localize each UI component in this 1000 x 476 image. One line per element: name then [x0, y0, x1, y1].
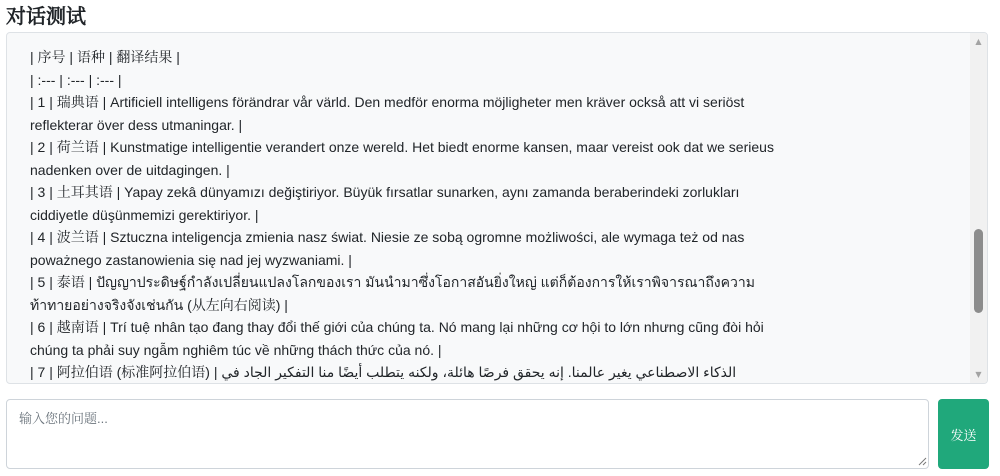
table-row: | 7 | 阿拉伯语 (标准阿拉伯语) | الذكاء الاصطناعي يغير عالمنا. إنه يحقق فرصًا هائلة، ولكنه يتطلب أيضًا منا التفكير الجاد في	[30, 364, 737, 380]
table-row: | 4 | 波兰语 | Sztuczna inteligencja zmienia nasz świat. Niesie ze sobą ogromne możliwości, ale wymaga też od nas poważnego zastanowienia się nad jej wyzwaniami. |	[30, 229, 745, 268]
scroll-down-arrow-icon[interactable]: ▼	[975, 370, 982, 379]
chat-message	[30, 46, 780, 384]
table-row: | 1 | 瑞典语 | Artificiell intelligens förändrar vår värld. Den medför enorma möjligheter men kräver också att vi seriöst reflekterar över dess utmaningar. |	[30, 94, 745, 133]
table-row: | 2 | 荷兰语 | Kunstmatige intelligentie verandert onze wereld. Het biedt enorme kansen, maar vereist ook dat we serieus nadenken over de uitdagingen. |	[30, 139, 774, 178]
send-button[interactable]: 发送	[938, 399, 989, 469]
table-row: | 3 | 土耳其语 | Yapay zekâ dünyamızı değiştiriyor. Büyük fırsatlar sunarken, aynı zamanda beraberindeki zorlukları ciddiyetle düşünmemizi gerektiriyor. |	[30, 184, 740, 223]
question-input[interactable]	[6, 399, 929, 469]
chat-history-panel[interactable]	[6, 32, 988, 384]
table-row: | 6 | 越南语 | Trí tuệ nhân tạo đang thay đổi thế giới của chúng ta. Nó mang lại những cơ hội to lớn nhưng cũng đòi hỏi chúng ta phải suy ngẫm nghiêm túc về những thách thức của nó. |	[30, 319, 764, 358]
scroll-thumb[interactable]	[974, 229, 983, 313]
scroll-up-arrow-icon[interactable]: ▲	[975, 37, 982, 46]
vertical-scrollbar[interactable]	[970, 33, 987, 383]
table-separator-row: | :--- | :--- | :--- |	[30, 71, 122, 88]
table-header-row: | 序号 | 语种 | 翻译结果 |	[30, 49, 180, 65]
table-row: | 5 | 泰语 | ปัญญาประดิษฐ์กำลังเปลี่ยนแปลงโลกของเรา มันนำมาซึ่งโอกาสอันยิ่งใหญ่ แต่ก็ต้องการให้เราพิจารณาถึงความท้าทายอย่างจริงจังเช่นกัน (从左向右阅读) |	[30, 274, 755, 313]
page-title: 对话测试	[6, 4, 86, 28]
